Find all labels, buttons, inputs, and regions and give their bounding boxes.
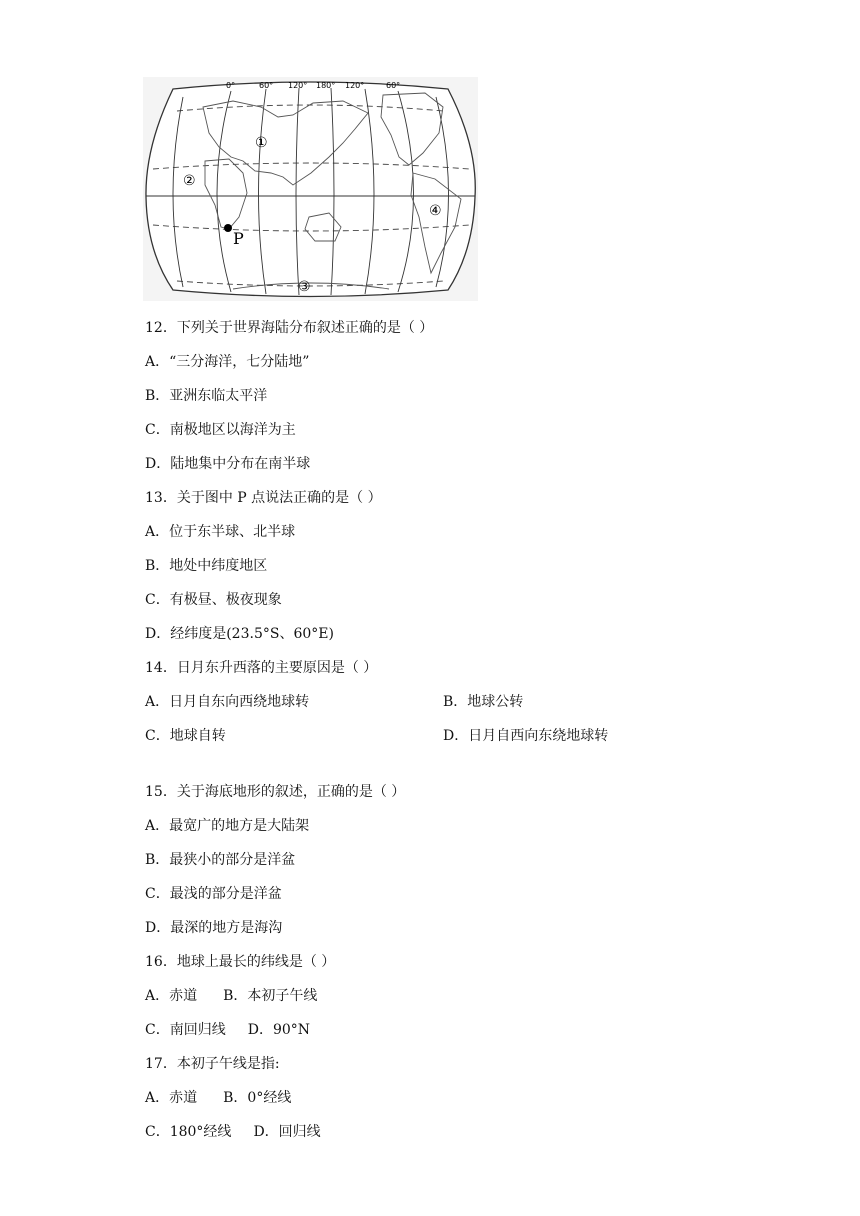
region-label-3: ③ (298, 279, 311, 295)
question-17-option-b: B．0°经线 (223, 1090, 292, 1106)
question-17-options-row-1 (145, 1089, 291, 1107)
region-label-4: ④ (429, 203, 442, 219)
question-17-stem: 17．本初子午线是指: (145, 1056, 280, 1072)
question-14-stem: 14．日月东升西落的主要原因是（ ） (145, 660, 378, 676)
world-map (143, 77, 478, 301)
question-13-option-a: A．位于东半球、北半球 (145, 524, 296, 540)
question-16-stem: 16．地球上最长的纬线是（ ） (145, 954, 336, 970)
question-15-stem: 15．关于海底地形的叙述，正确的是（ ） (145, 784, 406, 800)
region-label-2: ② (183, 173, 196, 189)
lon-label: 60° (259, 81, 274, 90)
point-p-marker (224, 224, 232, 232)
question-12-stem: 12．下列关于世界海陆分布叙述正确的是（ ） (145, 320, 434, 336)
lon-label: 120° (345, 81, 365, 90)
question-13-option-d: D．经纬度是(23.5°S、60°E) (145, 626, 334, 642)
map-outline (146, 82, 475, 297)
question-13-stem: 13．关于图中 P 点说法正确的是（ ） (145, 490, 382, 506)
question-16-options-row-2 (145, 1021, 310, 1039)
lon-label: 0° (226, 81, 236, 90)
question-16-option-a: A．赤道 (145, 988, 198, 1004)
point-p-label: P (233, 229, 244, 248)
question-14-option-d: D．日月自西向东绕地球转 (443, 728, 609, 744)
question-15-option-c: C．最浅的部分是洋盆 (145, 886, 282, 902)
question-15-option-b: B．最狭小的部分是洋盆 (145, 852, 296, 868)
question-15-option-a: A．最宽广的地方是大陆架 (145, 818, 310, 834)
question-17-option-d: D．回归线 (253, 1124, 321, 1140)
question-12-option-b: B．亚洲东临太平洋 (145, 388, 268, 404)
question-16-option-c: C．南回归线 (145, 1022, 226, 1038)
question-14-option-a: A．日月自东向西绕地球转 (145, 694, 310, 710)
question-17-option-c: C．180°经线 (145, 1124, 232, 1140)
question-12-option-a: A．“三分海洋，七分陆地” (145, 354, 310, 370)
lon-label: 120° (288, 81, 308, 90)
question-17-option-a: A．赤道 (145, 1090, 198, 1106)
question-16-options-row-1 (145, 987, 317, 1005)
world-map-figure (143, 77, 478, 301)
question-12-option-c: C．南极地区以海洋为主 (145, 422, 296, 438)
question-16-option-b: B．本初子午线 (223, 988, 318, 1004)
lon-label: 180° (316, 81, 336, 90)
question-17-options-row-2 (145, 1123, 321, 1141)
question-14-option-b: B．地球公转 (443, 694, 524, 710)
question-12-option-d: D．陆地集中分布在南半球 (145, 456, 311, 472)
region-label-1: ① (255, 135, 268, 151)
question-14-option-c: C．地球自转 (145, 728, 226, 744)
question-13-option-c: C．有极昼、极夜现象 (145, 592, 282, 608)
question-15-option-d: D．最深的地方是海沟 (145, 920, 283, 936)
lon-label: 60° (386, 81, 401, 90)
question-16-option-d: D．90°N (247, 1022, 311, 1038)
question-13-option-b: B．地处中纬度地区 (145, 558, 268, 574)
